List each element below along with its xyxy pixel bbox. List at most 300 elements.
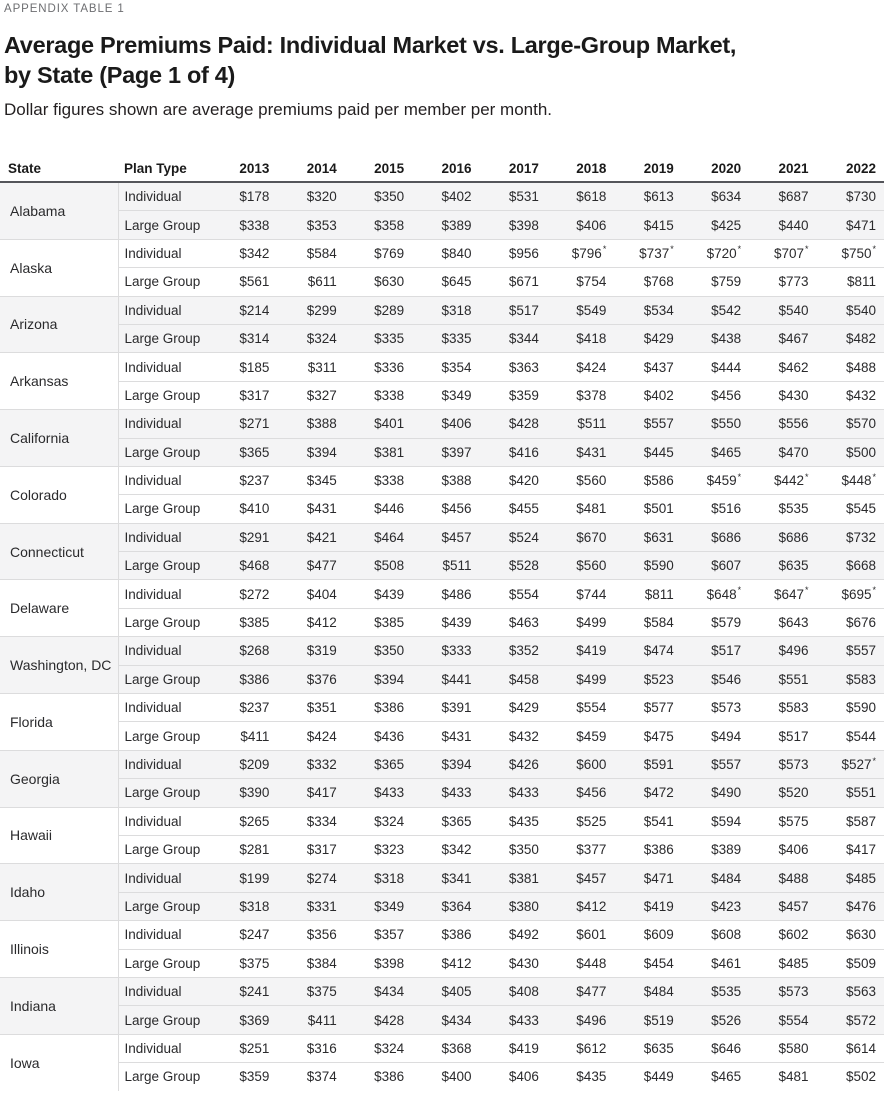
premium-value: $365 [345, 750, 412, 778]
premium-value: $420 [480, 466, 547, 494]
premium-value: $511 [547, 410, 614, 438]
premium-value: $375 [277, 977, 344, 1005]
premium-value: $438 [682, 324, 749, 352]
premium-value: $550 [682, 410, 749, 438]
premium-value: $520 [749, 779, 816, 807]
premium-value: $457 [412, 523, 479, 551]
premium-value: $268 [210, 637, 277, 665]
premium-value: $378 [547, 381, 614, 409]
premium-value: $412 [277, 608, 344, 636]
plan-type-label: Individual [118, 466, 210, 494]
table-row-large-group [0, 608, 884, 636]
appendix-label: APPENDIX TABLE 1 [4, 3, 125, 15]
premium-value: $318 [412, 296, 479, 324]
premium-value: $500 [817, 438, 884, 466]
premium-value: $394 [277, 438, 344, 466]
column-header-year-2021: 2021 [749, 155, 816, 182]
premium-value: $430 [480, 949, 547, 977]
plan-type-label: Large Group [118, 608, 210, 636]
premium-value: $424 [277, 722, 344, 750]
premium-value: $492 [480, 921, 547, 949]
premium-value: $496 [547, 1006, 614, 1034]
premium-value: $351 [277, 694, 344, 722]
premium-value: $524 [480, 523, 547, 551]
column-header-year-2014: 2014 [277, 155, 344, 182]
premium-value: $572 [817, 1006, 884, 1034]
premium-value: $527* [817, 750, 884, 778]
premium-value: $429 [480, 694, 547, 722]
premium-value: $594 [682, 807, 749, 835]
column-header-year-2018: 2018 [547, 155, 614, 182]
column-header-state: State [0, 155, 118, 182]
premium-value: $556 [749, 410, 816, 438]
premium-value: $433 [345, 779, 412, 807]
table-row-large-group [0, 552, 884, 580]
plan-type-label: Individual [118, 921, 210, 949]
premium-value: $419 [480, 1034, 547, 1062]
premium-value: $600 [547, 750, 614, 778]
premium-value: $364 [412, 892, 479, 920]
plan-type-label: Individual [118, 864, 210, 892]
premium-value: $400 [412, 1063, 479, 1091]
premium-value: $388 [277, 410, 344, 438]
premium-value: $324 [345, 1034, 412, 1062]
premium-value: $465 [682, 438, 749, 466]
premium-value: $462 [749, 353, 816, 381]
premium-value: $773 [749, 268, 816, 296]
premium-value: $516 [682, 495, 749, 523]
premium-value: $540 [749, 296, 816, 324]
plan-type-label: Individual [118, 807, 210, 835]
plan-type-label: Large Group [118, 722, 210, 750]
premium-value: $241 [210, 977, 277, 1005]
plan-type-label: Large Group [118, 268, 210, 296]
premium-value: $398 [480, 211, 547, 239]
premium-value: $517 [682, 637, 749, 665]
premium-value: $439 [345, 580, 412, 608]
footnote-asterisk: * [805, 244, 809, 255]
premium-value: $324 [277, 324, 344, 352]
premium-value: $338 [345, 381, 412, 409]
premium-value: $635 [614, 1034, 681, 1062]
premium-value: $611 [277, 268, 344, 296]
plan-type-label: Individual [118, 694, 210, 722]
premium-value: $546 [682, 665, 749, 693]
premium-value: $554 [749, 1006, 816, 1034]
table-header-row [0, 155, 884, 182]
premium-value: $471 [817, 211, 884, 239]
table-row-individual [0, 239, 884, 267]
premium-value: $353 [277, 211, 344, 239]
premium-value: $481 [547, 495, 614, 523]
premium-value: $534 [614, 296, 681, 324]
premium-value: $318 [210, 892, 277, 920]
premium-value: $385 [345, 608, 412, 636]
premium-value: $338 [345, 466, 412, 494]
plan-type-label: Large Group [118, 324, 210, 352]
premium-value: $408 [480, 977, 547, 1005]
table-row-large-group [0, 835, 884, 863]
state-name: Washington, DC [0, 637, 118, 694]
premium-value: $557 [817, 637, 884, 665]
premium-value: $381 [480, 864, 547, 892]
premium-value: $390 [210, 779, 277, 807]
footnote-asterisk: * [737, 471, 742, 482]
footnote-asterisk: * [737, 585, 742, 596]
premium-value: $432 [480, 722, 547, 750]
premium-value: $209 [210, 750, 277, 778]
premium-value: $386 [614, 835, 681, 863]
premium-value: $648* [682, 580, 749, 608]
premium-value: $635 [749, 552, 816, 580]
column-header-year-2020: 2020 [682, 155, 749, 182]
premium-value: $602 [749, 921, 816, 949]
premium-value: $707* [749, 239, 816, 267]
table-row-individual [0, 523, 884, 551]
table-row-large-group [0, 892, 884, 920]
premium-value: $423 [682, 892, 749, 920]
premium-value: $380 [480, 892, 547, 920]
premium-value: $368 [412, 1034, 479, 1062]
state-name: Illinois [0, 921, 118, 978]
premium-value: $327 [277, 381, 344, 409]
premium-value: $517 [749, 722, 816, 750]
premium-value: $432 [817, 381, 884, 409]
premium-value: $687 [749, 182, 816, 211]
premium-value: $630 [817, 921, 884, 949]
plan-type-label: Large Group [118, 552, 210, 580]
premium-value: $557 [682, 750, 749, 778]
premium-value: $484 [614, 977, 681, 1005]
premium-value: $541 [614, 807, 681, 835]
plan-type-label: Large Group [118, 779, 210, 807]
premium-value: $357 [345, 921, 412, 949]
premium-value: $676 [817, 608, 884, 636]
column-header-year-2017: 2017 [480, 155, 547, 182]
premium-value: $376 [277, 665, 344, 693]
premium-value: $584 [277, 239, 344, 267]
premium-value: $431 [412, 722, 479, 750]
premium-value: $517 [480, 296, 547, 324]
premium-value: $618 [547, 182, 614, 211]
plan-type-label: Large Group [118, 892, 210, 920]
premium-value: $386 [345, 694, 412, 722]
premium-value: $314 [210, 324, 277, 352]
premium-value: $415 [614, 211, 681, 239]
premium-value: $311 [277, 353, 344, 381]
table-row-large-group [0, 495, 884, 523]
premium-value: $388 [412, 466, 479, 494]
premium-value: $449 [614, 1063, 681, 1091]
premium-value: $583 [749, 694, 816, 722]
premium-value: $386 [210, 665, 277, 693]
premium-value: $481 [749, 1063, 816, 1091]
premium-value: $334 [277, 807, 344, 835]
premium-value: $333 [412, 637, 479, 665]
premium-value: $440 [749, 211, 816, 239]
state-name: Arizona [0, 296, 118, 353]
state-name: Hawaii [0, 807, 118, 864]
premium-value: $435 [547, 1063, 614, 1091]
table-row-individual [0, 807, 884, 835]
premium-value: $271 [210, 410, 277, 438]
premium-value: $341 [412, 864, 479, 892]
premium-value: $455 [480, 495, 547, 523]
premium-value: $750* [817, 239, 884, 267]
footnote-asterisk: * [805, 585, 809, 596]
plan-type-label: Large Group [118, 495, 210, 523]
premium-value: $402 [614, 381, 681, 409]
plan-type-label: Large Group [118, 1063, 210, 1091]
premium-value: $336 [345, 353, 412, 381]
premium-value: $456 [547, 779, 614, 807]
premium-value: $358 [345, 211, 412, 239]
premium-value: $956 [480, 239, 547, 267]
page-subtitle: Dollar figures shown are average premiums paid per member per month. [4, 100, 553, 119]
premium-value: $344 [480, 324, 547, 352]
premium-value: $737* [614, 239, 681, 267]
plan-type-label: Individual [118, 977, 210, 1005]
premium-value: $442* [749, 466, 816, 494]
premium-value: $531 [480, 182, 547, 211]
premium-value: $374 [277, 1063, 344, 1091]
premium-value: $394 [412, 750, 479, 778]
premium-value: $436 [345, 722, 412, 750]
plan-type-label: Large Group [118, 211, 210, 239]
premium-value: $486 [412, 580, 479, 608]
premium-value: $488 [817, 353, 884, 381]
premium-value: $429 [614, 324, 681, 352]
table-row-individual [0, 353, 884, 381]
premium-value: $406 [412, 410, 479, 438]
premium-value: $363 [480, 353, 547, 381]
plan-type-label: Large Group [118, 438, 210, 466]
premium-value: $428 [345, 1006, 412, 1034]
premium-value: $643 [749, 608, 816, 636]
premium-value: $394 [345, 665, 412, 693]
footnote-asterisk: * [872, 585, 876, 596]
state-name: Delaware [0, 580, 118, 637]
plan-type-label: Individual [118, 523, 210, 551]
plan-type-label: Individual [118, 580, 210, 608]
premium-value: $425 [682, 211, 749, 239]
premium-value: $732 [817, 523, 884, 551]
premium-value: $563 [817, 977, 884, 1005]
premium-value: $199 [210, 864, 277, 892]
state-name: Florida [0, 694, 118, 751]
premium-value: $338 [210, 211, 277, 239]
premium-value: $759 [682, 268, 749, 296]
premium-value: $501 [614, 495, 681, 523]
premium-value: $185 [210, 353, 277, 381]
premium-value: $359 [480, 381, 547, 409]
premium-value: $391 [412, 694, 479, 722]
premium-value: $405 [412, 977, 479, 1005]
premium-value: $499 [547, 665, 614, 693]
premium-value: $634 [682, 182, 749, 211]
premium-value: $448* [817, 466, 884, 494]
premium-value: $237 [210, 694, 277, 722]
footnote-asterisk: * [872, 471, 876, 482]
page-title-line-2: by State (Page 1 of 4) [4, 62, 236, 88]
premium-value: $457 [749, 892, 816, 920]
premium-value: $446 [345, 495, 412, 523]
premium-value: $477 [547, 977, 614, 1005]
premium-value: $459 [547, 722, 614, 750]
plan-type-label: Large Group [118, 835, 210, 863]
premium-value: $476 [817, 892, 884, 920]
premium-value: $508 [345, 552, 412, 580]
premium-value: $607 [682, 552, 749, 580]
premium-value: $549 [547, 296, 614, 324]
premium-value: $540 [817, 296, 884, 324]
column-header-plan-type: Plan Type [118, 155, 210, 182]
premium-value: $435 [480, 807, 547, 835]
state-name: Iowa [0, 1034, 118, 1090]
table-row-large-group [0, 1006, 884, 1034]
premium-value: $389 [412, 211, 479, 239]
premium-value: $424 [547, 353, 614, 381]
plan-type-label: Individual [118, 637, 210, 665]
state-name: Idaho [0, 864, 118, 921]
premium-value: $494 [682, 722, 749, 750]
premium-value: $695* [817, 580, 884, 608]
premium-value: $544 [817, 722, 884, 750]
premium-value: $454 [614, 949, 681, 977]
premium-value: $323 [345, 835, 412, 863]
premium-value: $459* [682, 466, 749, 494]
premium-value: $579 [682, 608, 749, 636]
premium-value: $384 [277, 949, 344, 977]
premium-value: $411 [210, 722, 277, 750]
premium-value: $744 [547, 580, 614, 608]
premium-value: $461 [682, 949, 749, 977]
table-row-large-group [0, 949, 884, 977]
premium-value: $570 [817, 410, 884, 438]
premium-value: $511 [412, 552, 479, 580]
premium-value: $468 [210, 552, 277, 580]
premium-value: $686 [749, 523, 816, 551]
premium-value: $485 [817, 864, 884, 892]
premium-value: $410 [210, 495, 277, 523]
table-row-individual [0, 637, 884, 665]
premium-value: $583 [817, 665, 884, 693]
premium-table-body [0, 182, 884, 1091]
premium-value: $365 [210, 438, 277, 466]
page-header [0, 3, 884, 120]
table-row-large-group [0, 438, 884, 466]
premium-value: $467 [749, 324, 816, 352]
state-name: California [0, 410, 118, 467]
premium-value: $352 [480, 637, 547, 665]
premium-value: $526 [682, 1006, 749, 1034]
premium-value: $350 [345, 637, 412, 665]
premium-value: $356 [277, 921, 344, 949]
premium-value: $289 [345, 296, 412, 324]
footnote-asterisk: * [805, 471, 809, 482]
state-name: Indiana [0, 977, 118, 1034]
state-name: Georgia [0, 750, 118, 807]
table-row-individual [0, 182, 884, 211]
premium-value: $381 [345, 438, 412, 466]
premium-value: $577 [614, 694, 681, 722]
plan-type-label: Large Group [118, 949, 210, 977]
state-name: Alabama [0, 182, 118, 239]
plan-type-label: Individual [118, 239, 210, 267]
premium-value: $430 [749, 381, 816, 409]
premium-value: $359 [210, 1063, 277, 1091]
table-row-individual [0, 750, 884, 778]
premium-value: $631 [614, 523, 681, 551]
premium-value: $482 [817, 324, 884, 352]
table-row-individual [0, 921, 884, 949]
premium-value: $419 [614, 892, 681, 920]
premium-value: $484 [682, 864, 749, 892]
premium-value: $272 [210, 580, 277, 608]
footnote-asterisk: * [670, 244, 674, 255]
table-row-large-group [0, 381, 884, 409]
premium-value: $496 [749, 637, 816, 665]
table-row-individual [0, 296, 884, 324]
premium-value: $281 [210, 835, 277, 863]
table-row-large-group [0, 324, 884, 352]
table-row-large-group [0, 665, 884, 693]
state-name: Alaska [0, 239, 118, 296]
premium-value: $434 [412, 1006, 479, 1034]
premium-value: $584 [614, 608, 681, 636]
premium-value: $485 [749, 949, 816, 977]
premium-value: $670 [547, 523, 614, 551]
premium-value: $417 [277, 779, 344, 807]
premium-value: $668 [817, 552, 884, 580]
table-row-individual [0, 977, 884, 1005]
premium-value: $471 [614, 864, 681, 892]
premium-value: $345 [277, 466, 344, 494]
premium-value: $416 [480, 438, 547, 466]
premium-value: $385 [210, 608, 277, 636]
table-row-large-group [0, 1063, 884, 1091]
premium-value: $342 [210, 239, 277, 267]
premium-value: $349 [412, 381, 479, 409]
premium-value: $421 [277, 523, 344, 551]
state-name: Colorado [0, 466, 118, 523]
page-title-line-1: Average Premiums Paid: Individual Market vs. Large-Group Market, [4, 32, 737, 58]
column-header-year-2013: 2013 [210, 155, 277, 182]
premium-value: $365 [412, 807, 479, 835]
premium-value: $464 [345, 523, 412, 551]
premium-value: $397 [412, 438, 479, 466]
premium-value: $412 [412, 949, 479, 977]
footnote-asterisk: * [872, 755, 876, 766]
premium-value: $317 [210, 381, 277, 409]
premium-value: $318 [345, 864, 412, 892]
footnote-asterisk: * [872, 244, 876, 255]
column-header-year-2022: 2022 [817, 155, 884, 182]
plan-type-label: Individual [118, 410, 210, 438]
premium-value: $535 [749, 495, 816, 523]
state-name: Arkansas [0, 353, 118, 410]
premium-value: $573 [749, 977, 816, 1005]
plan-type-label: Large Group [118, 1006, 210, 1034]
premium-value: $671 [480, 268, 547, 296]
premium-value: $441 [412, 665, 479, 693]
premium-value: $247 [210, 921, 277, 949]
premium-value: $386 [345, 1063, 412, 1091]
premium-value: $324 [345, 807, 412, 835]
premium-value: $434 [345, 977, 412, 1005]
premium-value: $499 [547, 608, 614, 636]
premium-value: $426 [480, 750, 547, 778]
